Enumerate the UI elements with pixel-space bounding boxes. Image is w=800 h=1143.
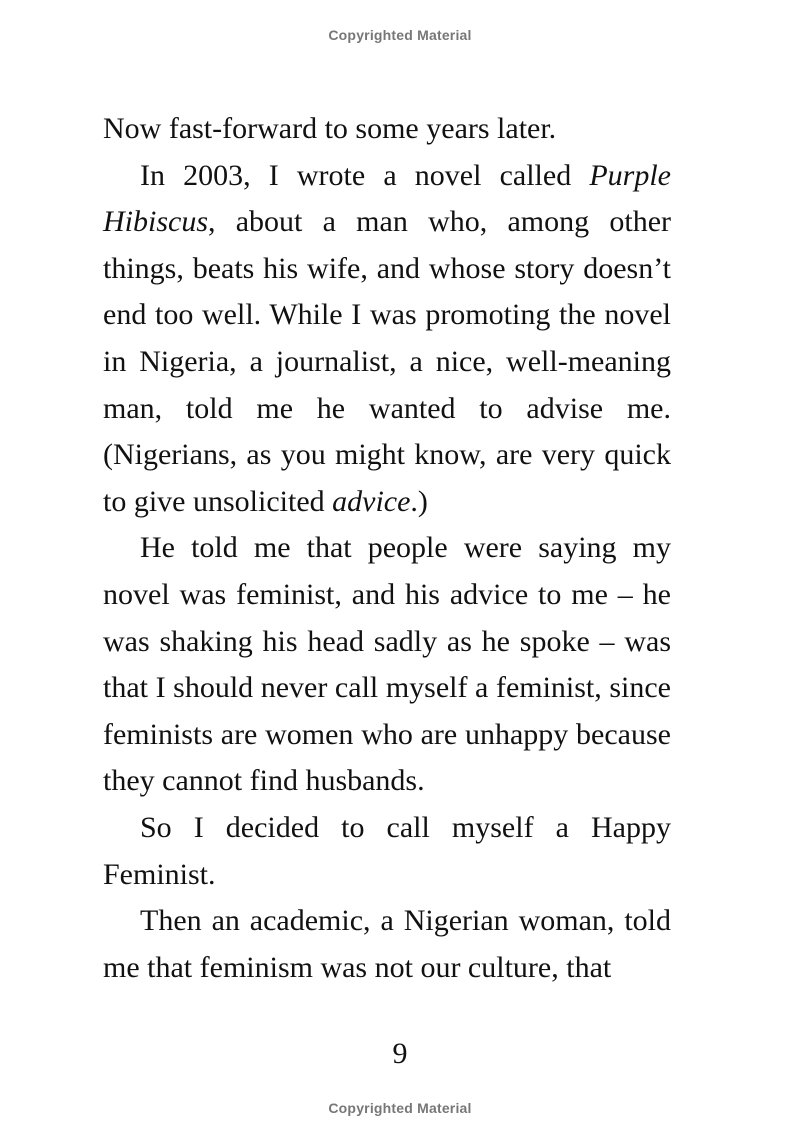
paragraph-text: .) <box>410 484 428 518</box>
paragraph-text: In 2003, I wrote a novel called <box>140 158 590 192</box>
copyright-watermark-bottom: Copyrighted Material <box>328 1100 472 1116</box>
paragraph-text: , about a man who, among other things, beats his wife, and whose story doesn’t end too well. While I was promoting the novel in Nigeria, a journalist, a nice, well-meaning man, told me he wanted to advise me. (Nigerians, as you might know, are very quick to give unsolicited <box>103 205 671 518</box>
paragraph: Then an academic, a Nigerian woman, told me that feminism was not our culture, that <box>103 904 671 984</box>
paragraph: He told me that people were saying my novel was feminist, and his advice to me – he was shaking his head sadly as he spoke – was that I should never call myself a feminist, since feminists are women who are unhappy because they cannot find husbands. <box>103 531 671 798</box>
book-title: Purple Hibiscus <box>103 158 671 239</box>
emphasis: advice <box>332 484 411 518</box>
paragraph <box>103 153 671 526</box>
copyright-watermark-top: Copyrighted Material <box>328 27 472 43</box>
body-text <box>103 106 671 991</box>
paragraph: So I decided to call myself a Happy Feminist. <box>103 810 671 891</box>
page-number: 9 <box>392 1037 408 1070</box>
paragraph: Now fast-forward to some years later. <box>103 112 557 145</box>
